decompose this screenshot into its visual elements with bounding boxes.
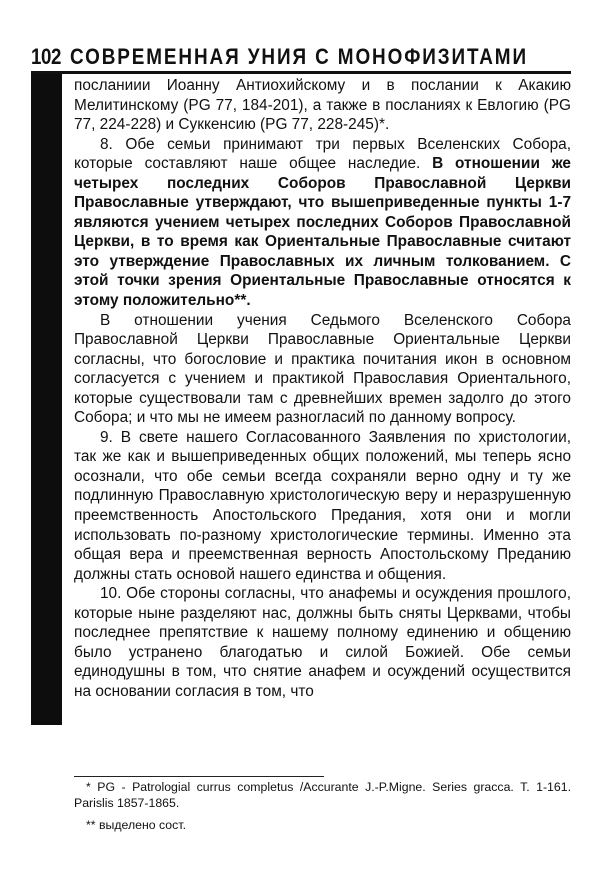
paragraph-4: 9. В свете нашего Согласованного Заявления по христологии, так же как и вышеприведенных общих положений, мы теперь ясно осознали, что обе семьи всегда сохраняли верно одну и ту же подлинную Православную христологическую веру и неразрушенную преемственность Апостольского Предания, хотя они и могли использовать по-разному христологические термины. Именно эта общая вера и преемственная верность Апостольскому Преданию должны стать основой нашего единства и общения.	[74, 428, 571, 583]
footnote-2: ** выделено сост.	[86, 818, 186, 832]
running-title: СОВРЕМЕННАЯ УНИЯ С МОНОФИЗИТАМИ	[70, 44, 529, 69]
side-banner	[31, 74, 89, 736]
paragraph-2-emphasis: В отношении же четырех последних Соборов Православной Церкви Православные утверждают, что вышеприведенные пункты 1-7 являются учением четырех последних Соборов Православной Церкви, в то время как Ориентальные Православные считают это утверждение Православных их личным толкованием. С этой точки зрения Ориентальные Православные относятся к этому положительно**.	[74, 155, 571, 310]
paragraph-2	[74, 135, 571, 311]
body-text	[74, 76, 571, 702]
footnote-1: * PG - Patrologial currus completus /Accurante J.-P.Migne. Series gracca. T. 1-161. Parislis 1857-1865.	[74, 780, 571, 810]
paragraph-1: посланиии Иоанну Антиохийскому и в послании к Акакию Мелитинскому (PG 77, 184-201), а также в посланиях к Евлогию (PG 77, 224-228) и Суккенсию (PG 77, 228-245)*.	[74, 77, 571, 134]
page-header	[31, 38, 571, 68]
header-rule	[31, 71, 571, 74]
side-banner-text: ОСТОРОЖНО:ЕРЕСЬ	[64, 212, 89, 736]
footnote-rule	[74, 776, 324, 777]
paragraph-5: 10. Обе стороны согласны, что анафемы и осуждения прошлого, которые ныне разделяют нас, должны быть сняты Церквами, чтобы последнее препятствие к нашему полному единению и общению было устранено благодатью и силой Божией. Обе семьи единодушны в том, что снятие анафем и осуждений осуществится на основании согласия в том, что	[74, 585, 571, 700]
paragraph-2-text: 8. Обе семьи принимают три первых Вселенских Собора, которые составляют наше общее наследие.	[74, 135, 571, 173]
page-number: 102	[31, 44, 61, 69]
paragraph-3: В отношении учения Седьмого Вселенского Собора Православной Церкви Православные Ориентальные Церкви согласны, что богословие и практика почитания икон в основном согласуется с учением и практикой Православия Ориентального, которые существовали там с древнейших времен задолго до этого Собора; и что мы не имеем разногласий по данному вопросу.	[74, 311, 571, 427]
footnotes	[74, 779, 571, 833]
